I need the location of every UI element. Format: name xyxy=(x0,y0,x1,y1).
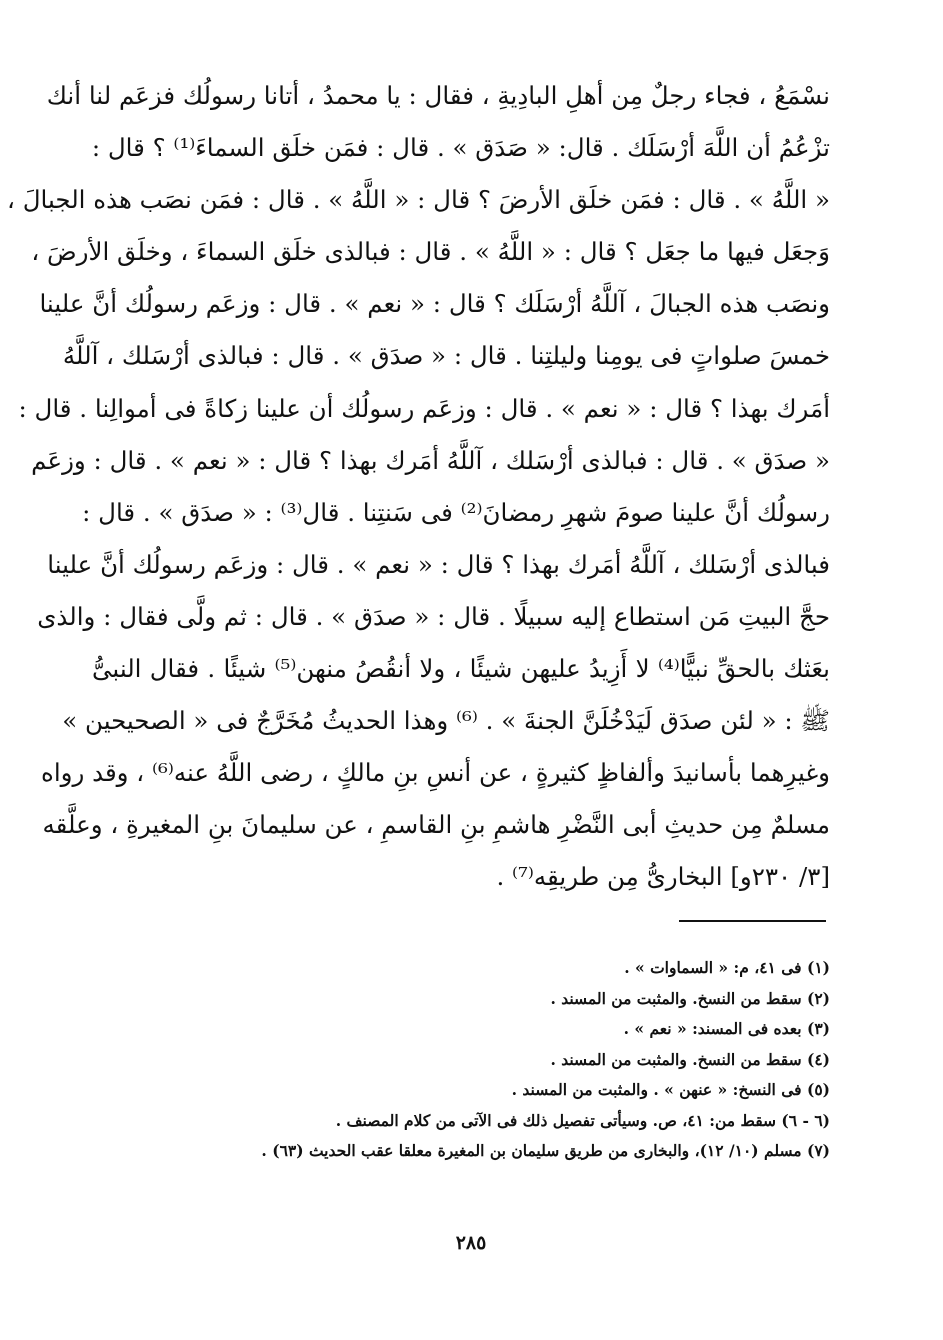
text-line: نسْمَعُ ، فجاء رجلٌ مِن أهلِ البادِيةِ ، فقال : يا محمدُ ، أتانا رسولُك فزعَم لنا أنك xyxy=(46,81,830,110)
footnotes xyxy=(150,953,830,1167)
text-line: وَجعَل فيها ما جعَل ؟ قال : « اللَّهُ » . قال : فبالذى خلَق السماءَ ، وخلَق الأرضَ ، xyxy=(31,237,830,267)
main-text xyxy=(7,70,831,904)
footnote: (٣) بعده فى المسند: « نعم » . xyxy=(623,1019,830,1038)
footnote-separator xyxy=(679,920,826,922)
text-line: ونصَب هذه الجبالَ ، آللَّهُ أرْسَلَك ؟ قال : « نعم » . قال : وزعَم رسولُك أنَّ علينا xyxy=(39,289,830,319)
text-line: فبالذى أرْسَلك ، آللَّهُ أمَرك بهذا ؟ قال : « نعم » . قال : وزعَم رسولُك أنَّ علينا xyxy=(47,549,830,579)
text-line: ﷺ : « لئن صدَق لَيَدْخُلَنَّ الجنةَ » . ⁽⁶⁾ وهذا الحديثُ مُخَرَّجٌ فى « الصحيحين » xyxy=(62,706,830,736)
footnote: (٢) سقط من النسخ. والمثبت من المسند . xyxy=(550,988,830,1008)
footnote: (١) فى ٤١، م: « السماوات » . xyxy=(624,958,830,977)
text-line: [٣/ ٢٣٠و] البخارىُّ مِن طريقِه⁽⁷⁾ . xyxy=(496,862,830,892)
text-line: وغيرِهما بأسانيدَ وألفاظٍ كثيرةٍ ، عن أنسِ بنِ مالكٍ ، رضى اللَّهُ عنه⁽⁶⁾ ، وقد رواه xyxy=(40,758,830,788)
text-line: تزْعُمُ أن اللَّهَ أرْسَلَك . قال: « صَدَق » . قال : فمَن خلَق السماءَ⁽¹⁾ ؟ قال : xyxy=(91,133,830,163)
text-line: « اللَّهُ » . قال : فمَن خلَق الأرضَ ؟ قال : « اللَّهُ » . قال : فمَن نصَب هذه الجبالَ ، xyxy=(7,185,830,215)
text-line: رسولُك أنَّ علينا صومَ شهرِ رمضانَ⁽²⁾ فى سَنتِنا . قال⁽³⁾ : « صدَق » . قال : xyxy=(82,497,830,527)
footnote: (٤) سقط من النسخ. والمثبت من المسند . xyxy=(550,1049,830,1069)
text-line: « صدَق » . قال : فبالذى أرْسَلك ، آللَّهُ أمَرك بهذا ؟ قال : « نعم » . قال : وزعَم xyxy=(31,445,830,475)
footnote: (٥) فى النسخ: « عنهن » . والمثبت من المسند . xyxy=(511,1080,830,1099)
text-line: مسلمٌ مِن حديثِ أبى النَّضْرِ هاشمِ بنِ القاسمِ ، عن سليمانَ بنِ المغيرةِ ، وعلَّقه xyxy=(42,810,830,840)
page-number: ٢٨٥ xyxy=(455,1232,487,1254)
text-line: حجَّ البيتِ مَن استطاع إليه سبيلًا . قال : « صدَق » . قال : ثم ولَّى فقال : والذى xyxy=(37,601,830,631)
text-line: خمسَ صلواتٍ فى يومِنا وليلتِنا . قال : « صدَق » . قال : فبالذى أرْسَلك ، آللَّهُ xyxy=(62,341,830,371)
text-line: أمَرك بهذا ؟ قال : « نعم » . قال : وزعَم رسولُك أن علينا زكاةً فى أموالِنا . قال : xyxy=(18,393,830,423)
text-line: بعَثك بالحقِّ نبيًّا⁽⁴⁾ لا أَزِيدُ عليهن شيئًا ، ولا أنقُصُ منهن⁽⁵⁾ شيئًا . فقال النبىُّ xyxy=(92,654,831,684)
footnote: (٦ - ٦) سقط من: ٤١، ص. وسيأتى تفصيل ذلك فى الآتى من كلام المصنف . xyxy=(335,1110,830,1130)
footnote: (٧) مسلم (١٠/ ١٢)، والبخارى من طريق سليمان بن المغيرة معلقا عقب الحديث (٦٣) . xyxy=(261,1141,830,1160)
